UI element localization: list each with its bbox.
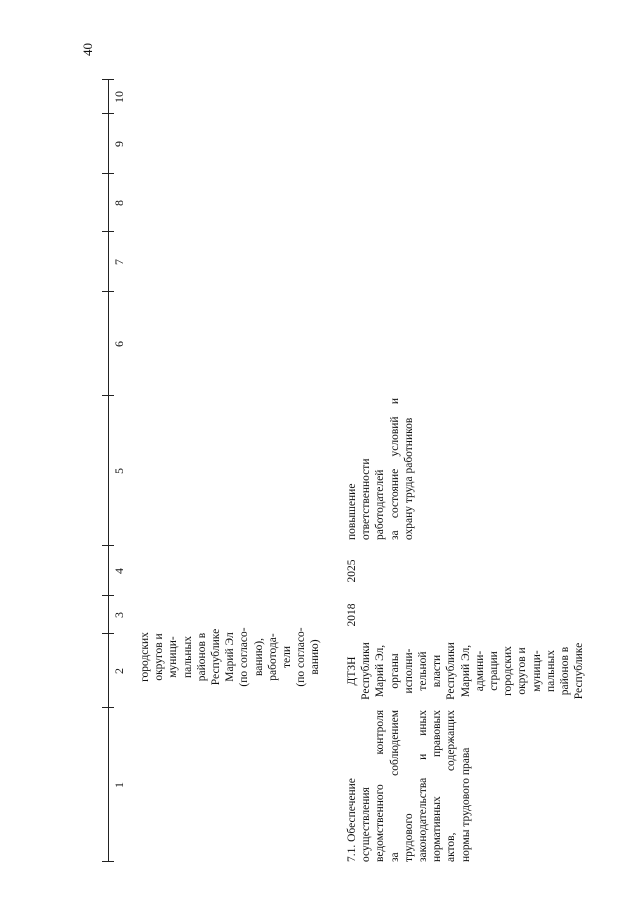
column-tick — [102, 633, 114, 634]
column-number-10: 10 — [112, 91, 126, 103]
row-7-1-col5: повышение ответственности работодателей за состояние условий и охрану труда работников — [346, 398, 415, 540]
column-tick — [102, 173, 114, 174]
column-tick — [102, 707, 114, 708]
column-number-8: 8 — [112, 200, 126, 206]
column-number-4: 4 — [112, 568, 126, 574]
row-7-1-col4: 2025 — [346, 559, 358, 583]
column-tick — [102, 595, 114, 596]
header-rule — [108, 80, 109, 862]
column-number-1: 1 — [112, 782, 126, 788]
column-tick — [102, 545, 114, 546]
row-7-1-col3: 2018 — [346, 603, 358, 627]
continuation-col2: городских округов и муници- пальных районов в Республике Марий Эл (по согласо- ванию), работода- тели (по согласо- ванию) — [139, 627, 322, 687]
column-number-7: 7 — [112, 259, 126, 265]
column-number-2: 2 — [112, 668, 126, 674]
column-tick — [102, 231, 114, 232]
page-number: 40 — [80, 43, 95, 56]
column-number-3: 3 — [112, 612, 126, 618]
column-number-5: 5 — [112, 468, 126, 474]
column-tick — [102, 291, 114, 292]
row-7-1-col1: 7.1. Обеспечение осуществления ведомственного контроля за соблюдением трудового законодательства и иных нормативных правовых актов, содержащих нормы трудового права — [346, 710, 472, 862]
row-7-1-col2: ДТЗН Республики Марий Эл, органы исполни- тельной власти Республики Марий Эл, админи- страции городских округов и муници- пальных районов в Республике — [346, 642, 586, 700]
column-tick — [102, 861, 114, 862]
column-number-6: 6 — [112, 341, 126, 347]
column-tick — [102, 79, 114, 80]
column-tick — [102, 113, 114, 114]
column-tick — [102, 395, 114, 396]
column-number-9: 9 — [112, 141, 126, 147]
